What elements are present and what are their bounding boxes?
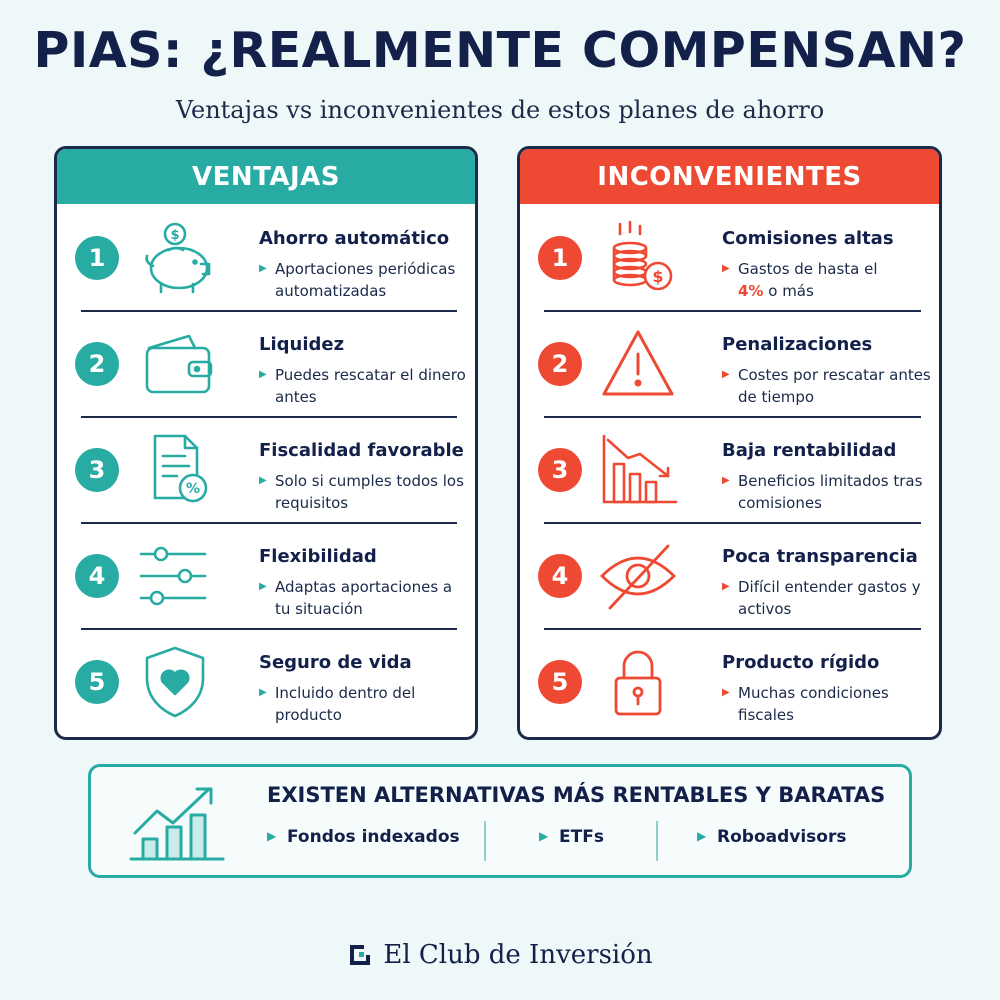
padlock-icon bbox=[598, 644, 684, 720]
disadvantage-item bbox=[520, 628, 939, 734]
number-badge: 2 bbox=[538, 342, 582, 386]
advantage-item bbox=[57, 416, 475, 522]
shield-heart-icon bbox=[135, 644, 221, 720]
advantage-item bbox=[57, 628, 475, 734]
coins-icon bbox=[598, 220, 684, 296]
advantage-title: Ahorro automático bbox=[259, 228, 450, 249]
advantage-title: Liquidez bbox=[259, 334, 345, 355]
alternative-option: ▶ Roboadvisors bbox=[697, 827, 846, 847]
disadvantage-description: ▶ Difícil entender gastos y activos bbox=[722, 576, 932, 620]
warning-icon bbox=[598, 326, 684, 402]
disadvantage-item bbox=[520, 416, 939, 522]
disadvantage-title: Producto rígido bbox=[722, 652, 880, 673]
advantage-description: ▶ Aportaciones periódicas automatizadas bbox=[259, 258, 469, 302]
divider bbox=[484, 821, 486, 861]
number-badge: 4 bbox=[75, 554, 119, 598]
disadvantage-description: ▶ Beneficios limitados tras comisiones bbox=[722, 470, 932, 514]
description-text: Gastos de hasta el bbox=[738, 260, 878, 278]
page-title: PIAS: ¿REALMENTE COMPENSAN? bbox=[33, 22, 967, 79]
svg-text:$: $ bbox=[652, 267, 664, 286]
piggy-bank-icon bbox=[135, 220, 221, 296]
disadvantage-description bbox=[722, 258, 932, 302]
number-badge: 3 bbox=[538, 448, 582, 492]
svg-text:%: % bbox=[185, 481, 201, 497]
number-badge: 2 bbox=[75, 342, 119, 386]
number-badge: 4 bbox=[538, 554, 582, 598]
divider bbox=[656, 821, 658, 861]
svg-text:$: $ bbox=[170, 228, 180, 243]
disadvantage-title: Comisiones altas bbox=[722, 228, 894, 249]
brand-logo-icon bbox=[347, 942, 373, 968]
wallet-icon bbox=[135, 326, 221, 402]
disadvantage-title: Penalizaciones bbox=[722, 334, 873, 355]
advantage-item bbox=[57, 522, 475, 628]
alternative-option: ▶ Fondos indexados bbox=[267, 827, 460, 847]
disadvantages-panel bbox=[517, 146, 942, 740]
advantage-title: Flexibilidad bbox=[259, 546, 377, 567]
advantage-description: ▶ Solo si cumples todos los requisitos bbox=[259, 470, 469, 514]
number-badge: 1 bbox=[538, 236, 582, 280]
disadvantage-description: ▶ Muchas condiciones fiscales bbox=[722, 682, 932, 726]
growth-chart-icon bbox=[127, 781, 227, 863]
sliders-icon bbox=[135, 538, 221, 614]
advantage-description: ▶ Incluido dentro del producto bbox=[259, 682, 469, 726]
alternatives-title: EXISTEN ALTERNATIVAS MÁS RENTABLES Y BARATAS bbox=[267, 783, 886, 807]
disadvantage-description: ▶ Costes por rescatar antes de tiempo bbox=[722, 364, 932, 408]
disadvantage-item bbox=[520, 204, 939, 310]
disadvantages-heading: INCONVENIENTES bbox=[520, 149, 939, 204]
number-badge: 5 bbox=[538, 660, 582, 704]
advantage-description: ▶ Puedes rescatar el dinero antes bbox=[259, 364, 469, 408]
highlight-percentage: 4% bbox=[738, 282, 764, 300]
alternative-option: ▶ ETFs bbox=[539, 827, 604, 847]
disadvantage-title: Poca transparencia bbox=[722, 546, 918, 567]
disadvantage-item bbox=[520, 310, 939, 416]
advantages-heading: VENTAJAS bbox=[57, 149, 475, 204]
declining-chart-icon bbox=[598, 432, 684, 508]
number-badge: 5 bbox=[75, 660, 119, 704]
advantage-item bbox=[57, 310, 475, 416]
advantage-title: Fiscalidad favorable bbox=[259, 440, 464, 461]
brand-footer bbox=[0, 940, 1000, 970]
disadvantage-title: Baja rentabilidad bbox=[722, 440, 897, 461]
advantage-title: Seguro de vida bbox=[259, 652, 412, 673]
alternatives-box bbox=[88, 764, 912, 878]
page-subtitle: Ventajas vs inconvenientes de estos planes de ahorro bbox=[175, 96, 825, 124]
advantages-panel bbox=[54, 146, 478, 740]
disadvantage-item bbox=[520, 522, 939, 628]
description-text: o más bbox=[768, 282, 814, 300]
tax-document-icon bbox=[135, 432, 221, 508]
number-badge: 1 bbox=[75, 236, 119, 280]
advantage-item bbox=[57, 204, 475, 310]
number-badge: 3 bbox=[75, 448, 119, 492]
eye-slash-icon bbox=[598, 538, 684, 614]
advantage-description: ▶ Adaptas aportaciones a tu situación bbox=[259, 576, 469, 620]
brand-name: El Club de Inversión bbox=[383, 940, 653, 970]
